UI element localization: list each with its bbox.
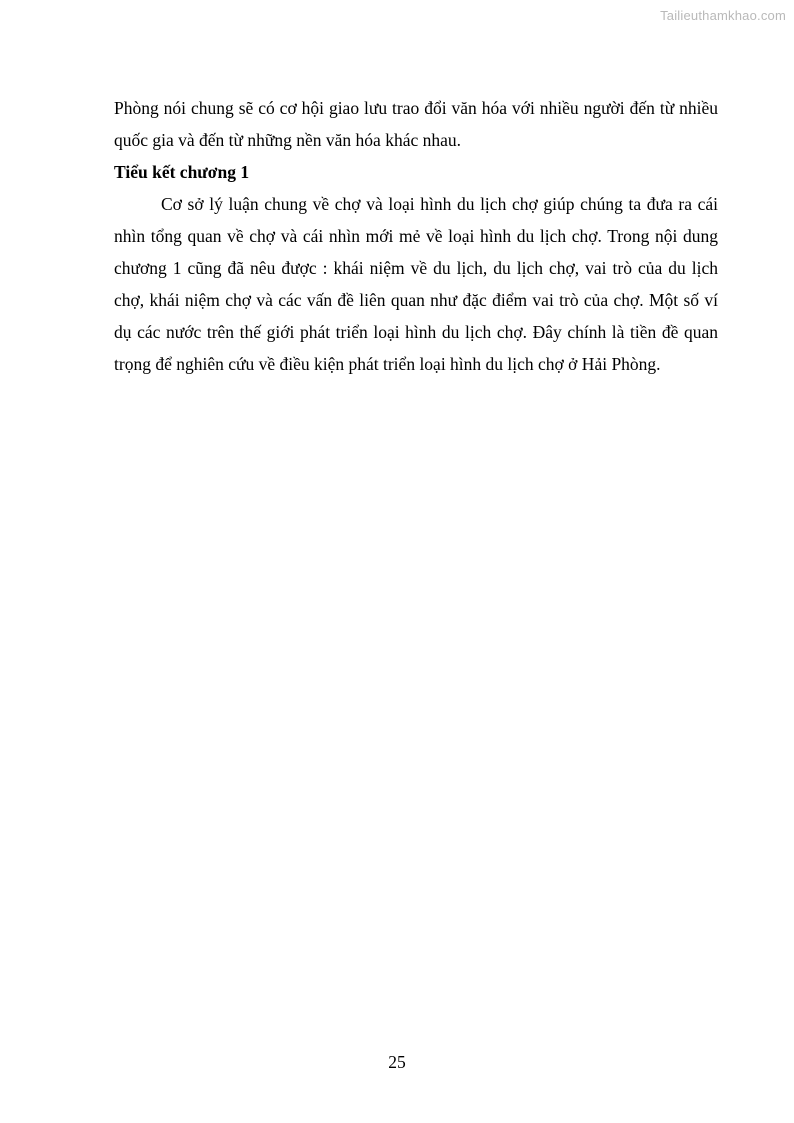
intro-paragraph: Phòng nói chung sẽ có cơ hội giao lưu trao đổi văn hóa với nhiều người đến từ nhiều quốc gia và đến từ những nền văn hóa khác nhau. [114, 98, 718, 150]
section-heading: Tiểu kết chương 1 [114, 162, 250, 182]
page-number: 25 [388, 1052, 406, 1072]
summary-paragraph: Cơ sở lý luận chung về chợ và loại hình du lịch chợ giúp chúng ta đưa ra cái nhìn tổng quan về chợ và cái nhìn mới mẻ về loại hình du lịch chợ. Trong nội dung chương 1 cũng đã nêu được : khái niệm về du lịch, du lịch chợ, vai trò của du lịch chợ, khái niệm chợ và các vấn đề liên quan như đặc điểm vai trò của chợ. Một số ví dụ các nước trên thế giới phát triển loại hình du lịch chợ. Đây chính là tiền đề quan trọng để nghiên cứu về điều kiện phát triển loại hình du lịch chợ ở Hải Phòng. [114, 194, 718, 374]
watermark-text: Tailieuthamkhao.com [660, 8, 786, 23]
document-body [114, 92, 718, 380]
